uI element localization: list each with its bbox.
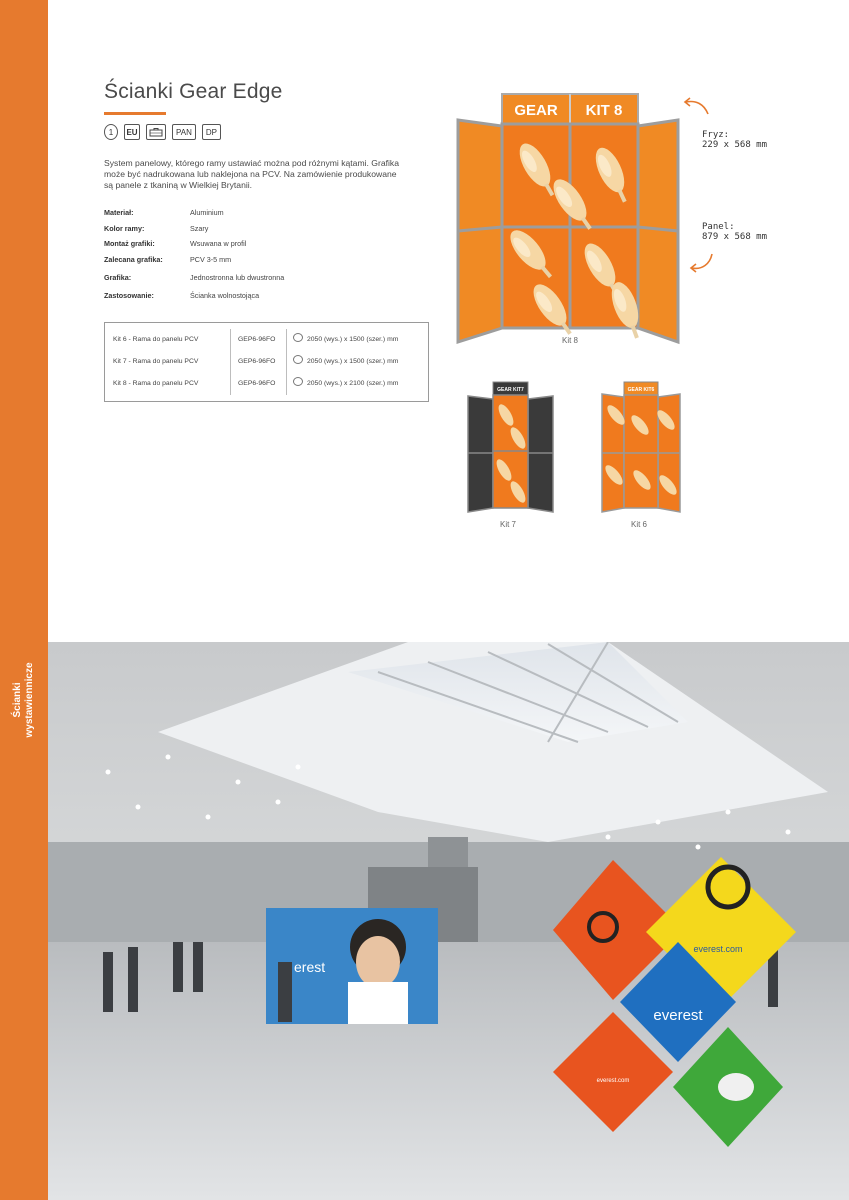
kit8-header-left: GEAR — [514, 102, 558, 119]
kit-dimensions: 2050 (wys.) x 1500 (szer.) mm — [307, 336, 399, 343]
spec-value: Jednostronna lub dwustronna — [190, 273, 285, 283]
kit6-header: GEAR KIT6 — [627, 387, 655, 393]
spec-value: Wsuwana w profil — [190, 239, 247, 249]
kit-code: GEP6-96FO — [238, 336, 276, 343]
title-underline — [104, 112, 166, 115]
carry-bag-icon — [146, 124, 166, 140]
kit-name: Kit 7 - Rama do panelu PCV — [113, 358, 199, 365]
product-description: System panelowy, którego ramy ustawiać można pod różnymi kątami. Grafika może być nadrukowana lub naklejona na PCV. Na zamówienie produkowane są panele z tkaniną w Wielkiej Brytanii. — [104, 158, 400, 190]
spec-row — [104, 221, 424, 237]
kit-table — [104, 322, 429, 402]
kit-dimensions: 2050 (wys.) x 2100 (szer.) mm — [307, 380, 399, 387]
spec-value: Aluminium — [190, 208, 224, 218]
pop-brand-text: everest — [653, 1007, 703, 1024]
spec-value: PCV 3-5 mm — [190, 254, 232, 264]
panel-dims: 879 x 568 mm — [702, 232, 768, 242]
side-bar — [0, 0, 48, 1200]
table-row — [105, 355, 428, 369]
kit8-header-right: KIT 8 — [585, 102, 623, 119]
kit-code: GEP6-96FO — [238, 380, 276, 387]
spec-row — [104, 236, 424, 252]
feature-icons — [104, 124, 221, 140]
fryz-label: Fryz: — [702, 130, 730, 140]
pop-small-text: everest.com — [596, 1078, 630, 1084]
spec-key: Kolor ramy: — [104, 223, 145, 233]
section-label — [12, 662, 36, 737]
spec-key: Materiał: — [104, 208, 134, 218]
section-label-line-2: wystawiennicze — [24, 662, 35, 738]
spec-value: Ścianka wolnostojąca — [190, 290, 260, 300]
spec-row — [104, 205, 424, 221]
kit7-header: GEAR KIT7 — [497, 387, 524, 393]
eu-icon: EU — [124, 124, 140, 140]
arrow-icon — [688, 252, 718, 274]
spec-row — [104, 270, 424, 286]
kit6-image — [600, 380, 684, 514]
spec-key: Montaż grafiki: — [104, 239, 155, 249]
kit-dimensions: 2050 (wys.) x 1500 (szer.) mm — [307, 358, 399, 365]
section-label-line-1: Ścianki — [12, 682, 23, 718]
dp-icon: DP — [202, 124, 221, 140]
exhibition-hall-photo — [48, 642, 849, 1200]
spec-value: Szary — [190, 223, 209, 233]
spec-key: Zastosowanie: — [104, 290, 154, 300]
kit7-caption: Kit 7 — [500, 520, 517, 529]
panel-annotation — [702, 222, 767, 242]
spec-list — [104, 205, 424, 303]
kit7-image — [466, 380, 556, 514]
panel-label: Panel: — [702, 222, 735, 232]
table-row — [105, 377, 428, 391]
kit-code: GEP6-96FO — [238, 358, 276, 365]
one-year-warranty-icon: 1 — [104, 124, 118, 140]
pop-url-text: everest.com — [693, 944, 743, 954]
spec-row — [104, 288, 424, 304]
spec-row — [104, 252, 424, 268]
dimensions-icon — [293, 377, 303, 386]
banner-brand-text: erest — [294, 959, 326, 975]
table-row — [105, 333, 428, 347]
pan-icon: PAN — [172, 124, 196, 140]
fryz-annotation — [702, 130, 767, 150]
kit6-caption: Kit 6 — [631, 520, 648, 529]
arrow-icon — [682, 96, 712, 118]
kit8-image — [450, 90, 685, 350]
spec-key: Zalecana grafika: — [104, 254, 163, 264]
kit-name: Kit 6 - Rama do panelu PCV — [113, 336, 199, 343]
fryz-dims: 229 x 568 mm — [702, 140, 768, 150]
dimensions-icon — [293, 355, 303, 364]
kit8-caption: Kit 8 — [562, 336, 579, 345]
kit-name: Kit 8 - Rama do panelu PCV — [113, 380, 199, 387]
page-title: Ścianki Gear Edge — [104, 80, 283, 103]
spec-key: Grafika: — [104, 273, 132, 283]
dimensions-icon — [293, 333, 303, 342]
